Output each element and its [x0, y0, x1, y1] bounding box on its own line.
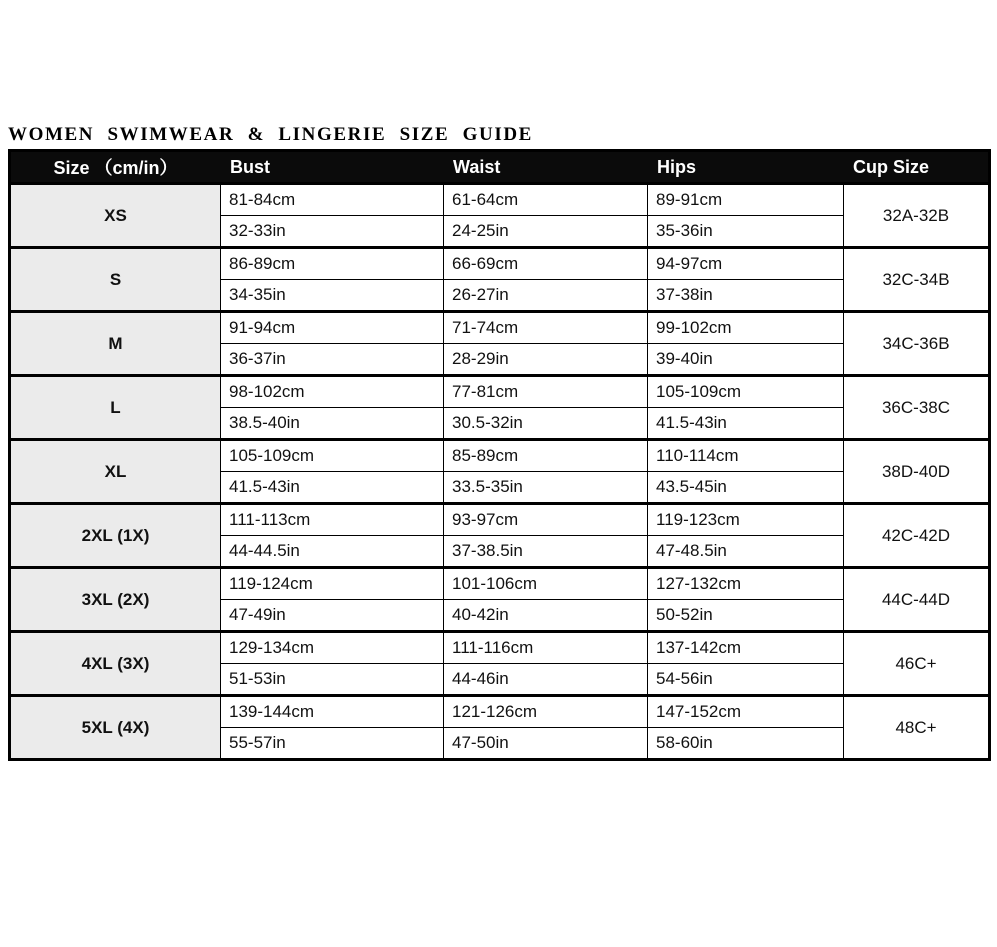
- waist-cm-cell: 111-116cm: [444, 632, 648, 664]
- bust-cm-cell: 119-124cm: [221, 568, 444, 600]
- column-header-size: Size （cm/in）: [10, 151, 221, 184]
- bust-cm-cell: 129-134cm: [221, 632, 444, 664]
- size-label: L: [10, 376, 221, 440]
- size-label: 4XL (3X): [10, 632, 221, 696]
- size-row-s-cm: [10, 248, 990, 280]
- column-header-waist: Waist: [444, 151, 648, 184]
- column-header-hips: Hips: [648, 151, 844, 184]
- hips-cm-cell: 119-123cm: [648, 504, 844, 536]
- hips-in-cell: 39-40in: [648, 344, 844, 376]
- bust-in-cell: 55-57in: [221, 728, 444, 760]
- bust-cm-cell: 139-144cm: [221, 696, 444, 728]
- bust-in-cell: 32-33in: [221, 216, 444, 248]
- bust-cm-cell: 98-102cm: [221, 376, 444, 408]
- cup-size-cell: 32C-34B: [844, 248, 990, 312]
- waist-in-cell: 24-25in: [444, 216, 648, 248]
- size-row-xs-cm: [10, 184, 990, 216]
- waist-cm-cell: 85-89cm: [444, 440, 648, 472]
- bust-cm-cell: 81-84cm: [221, 184, 444, 216]
- hips-cm-cell: 147-152cm: [648, 696, 844, 728]
- size-label: XL: [10, 440, 221, 504]
- size-guide-table: [8, 149, 991, 761]
- page-title: WOMEN SWIMWEAR & LINGERIE SIZE GUIDE: [8, 124, 533, 145]
- header-row: [10, 151, 990, 184]
- size-label: 5XL (4X): [10, 696, 221, 760]
- waist-cm-cell: 61-64cm: [444, 184, 648, 216]
- cup-size-cell: 48C+: [844, 696, 990, 760]
- bust-cm-cell: 105-109cm: [221, 440, 444, 472]
- hips-in-cell: 54-56in: [648, 664, 844, 696]
- size-row-l-cm: [10, 376, 990, 408]
- bust-in-cell: 38.5-40in: [221, 408, 444, 440]
- cup-size-cell: 36C-38C: [844, 376, 990, 440]
- hips-cm-cell: 127-132cm: [648, 568, 844, 600]
- bust-cm-cell: 111-113cm: [221, 504, 444, 536]
- waist-in-cell: 37-38.5in: [444, 536, 648, 568]
- cup-size-cell: 42C-42D: [844, 504, 990, 568]
- bust-in-cell: 47-49in: [221, 600, 444, 632]
- waist-cm-cell: 93-97cm: [444, 504, 648, 536]
- hips-in-cell: 43.5-45in: [648, 472, 844, 504]
- hips-in-cell: 35-36in: [648, 216, 844, 248]
- size-row-4xl-cm: [10, 632, 990, 664]
- hips-in-cell: 37-38in: [648, 280, 844, 312]
- size-label: 2XL (1X): [10, 504, 221, 568]
- size-row-5xl-cm: [10, 696, 990, 728]
- hips-cm-cell: 137-142cm: [648, 632, 844, 664]
- size-label: XS: [10, 184, 221, 248]
- waist-cm-cell: 71-74cm: [444, 312, 648, 344]
- waist-in-cell: 26-27in: [444, 280, 648, 312]
- column-header-cup-size: Cup Size: [844, 151, 990, 184]
- waist-in-cell: 33.5-35in: [444, 472, 648, 504]
- bust-in-cell: 34-35in: [221, 280, 444, 312]
- bust-in-cell: 51-53in: [221, 664, 444, 696]
- hips-cm-cell: 94-97cm: [648, 248, 844, 280]
- bust-in-cell: 41.5-43in: [221, 472, 444, 504]
- size-label: 3XL (2X): [10, 568, 221, 632]
- waist-in-cell: 44-46in: [444, 664, 648, 696]
- hips-in-cell: 47-48.5in: [648, 536, 844, 568]
- waist-cm-cell: 66-69cm: [444, 248, 648, 280]
- hips-in-cell: 41.5-43in: [648, 408, 844, 440]
- table-header: [10, 151, 990, 184]
- size-label: M: [10, 312, 221, 376]
- cup-size-cell: 46C+: [844, 632, 990, 696]
- waist-cm-cell: 101-106cm: [444, 568, 648, 600]
- size-row-3xl-cm: [10, 568, 990, 600]
- waist-cm-cell: 77-81cm: [444, 376, 648, 408]
- table-body: [10, 184, 990, 760]
- hips-cm-cell: 105-109cm: [648, 376, 844, 408]
- waist-in-cell: 30.5-32in: [444, 408, 648, 440]
- hips-cm-cell: 89-91cm: [648, 184, 844, 216]
- column-header-bust: Bust: [221, 151, 444, 184]
- size-label: S: [10, 248, 221, 312]
- cup-size-cell: 32A-32B: [844, 184, 990, 248]
- cup-size-cell: 34C-36B: [844, 312, 990, 376]
- hips-cm-cell: 99-102cm: [648, 312, 844, 344]
- size-row-xl-cm: [10, 440, 990, 472]
- cup-size-cell: 44C-44D: [844, 568, 990, 632]
- size-row-2xl-cm: [10, 504, 990, 536]
- size-row-m-cm: [10, 312, 990, 344]
- waist-in-cell: 40-42in: [444, 600, 648, 632]
- cup-size-cell: 38D-40D: [844, 440, 990, 504]
- waist-cm-cell: 121-126cm: [444, 696, 648, 728]
- bust-in-cell: 44-44.5in: [221, 536, 444, 568]
- bust-cm-cell: 86-89cm: [221, 248, 444, 280]
- waist-in-cell: 47-50in: [444, 728, 648, 760]
- bust-cm-cell: 91-94cm: [221, 312, 444, 344]
- hips-cm-cell: 110-114cm: [648, 440, 844, 472]
- bust-in-cell: 36-37in: [221, 344, 444, 376]
- hips-in-cell: 50-52in: [648, 600, 844, 632]
- waist-in-cell: 28-29in: [444, 344, 648, 376]
- hips-in-cell: 58-60in: [648, 728, 844, 760]
